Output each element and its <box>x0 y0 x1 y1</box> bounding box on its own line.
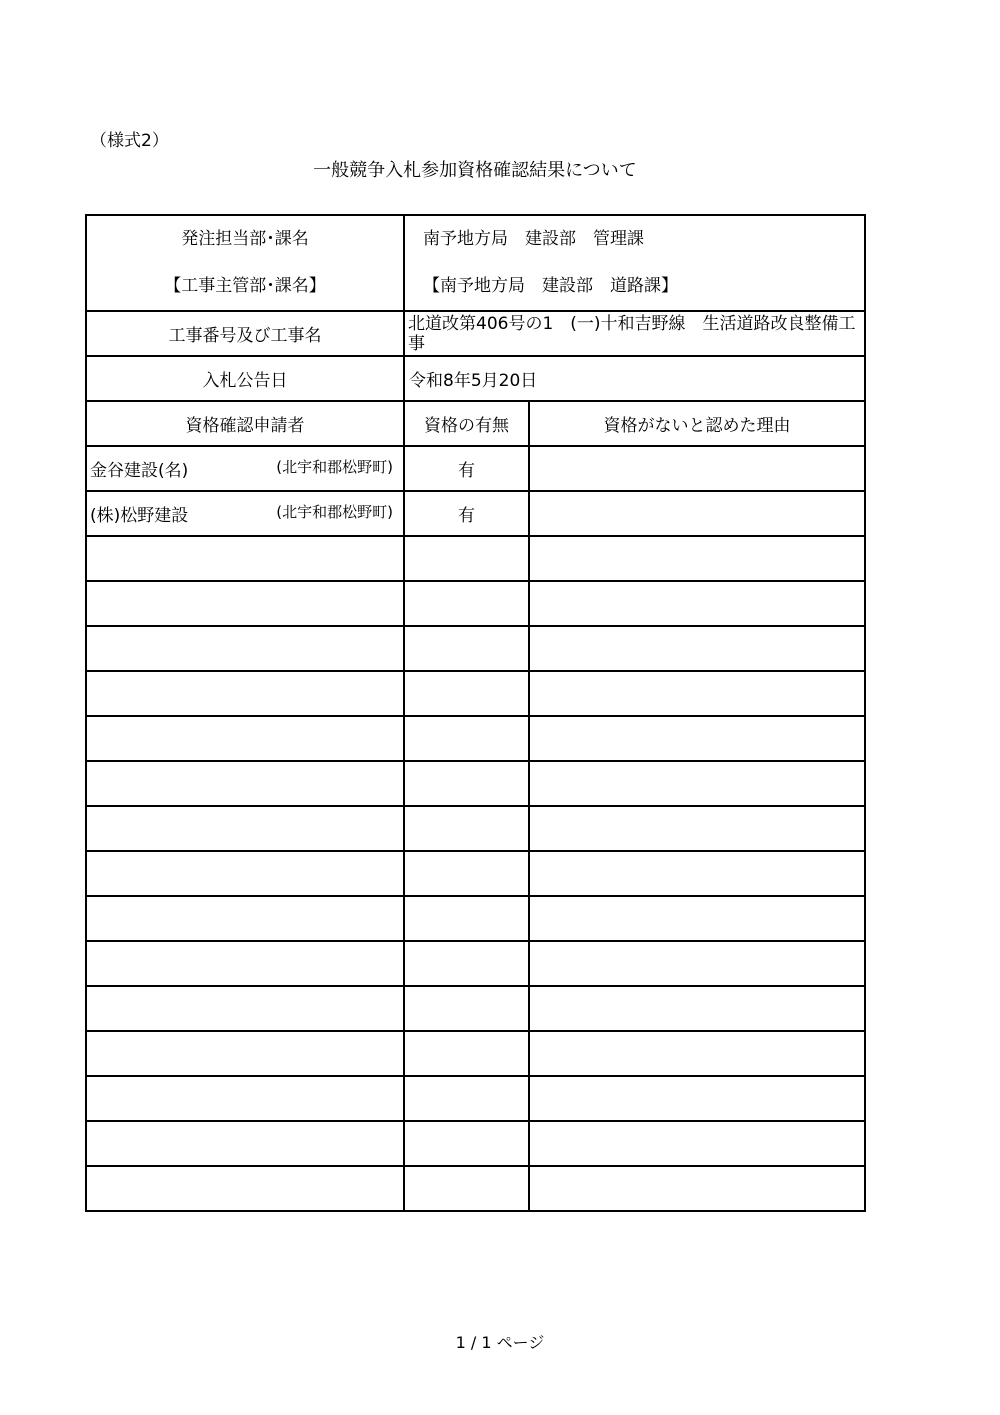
dept-value: 南予地方局 建設部 管理課 <box>423 229 644 249</box>
empty-cell <box>86 716 404 761</box>
empty-cell <box>86 1031 404 1076</box>
dept-value-cell <box>404 215 865 311</box>
empty-cell <box>86 851 404 896</box>
column-header-applicant: 資格確認申請者 <box>86 401 404 446</box>
empty-cell <box>529 806 865 851</box>
empty-cell <box>404 671 529 716</box>
column-header-row <box>86 401 865 446</box>
empty-cell <box>404 851 529 896</box>
empty-cell <box>529 671 865 716</box>
qualification-result-table <box>85 214 866 1212</box>
form-number: （様式2） <box>90 131 169 151</box>
empty-cell <box>529 941 865 986</box>
empty-cell <box>86 806 404 851</box>
page-number: 1 / 1 ページ <box>455 1333 545 1352</box>
empty-cell <box>404 986 529 1031</box>
empty-cell <box>404 716 529 761</box>
work-value: 北道改第406号の1 (一)十和吉野線 生活道路改良整備工事 <box>404 311 865 356</box>
dept-label-cell <box>86 215 404 311</box>
empty-row <box>86 986 865 1031</box>
empty-cell <box>404 536 529 581</box>
empty-cell <box>86 986 404 1031</box>
applicant-name: (株)松野建設 <box>90 506 189 526</box>
empty-row <box>86 761 865 806</box>
date-value: 令和8年5月20日 <box>404 356 865 401</box>
empty-cell <box>404 1031 529 1076</box>
empty-cell <box>529 1031 865 1076</box>
empty-cell <box>86 1076 404 1121</box>
document-title: 一般競争入札参加資格確認結果について <box>313 160 637 181</box>
empty-cell <box>529 1121 865 1166</box>
applicant-name: 金谷建設(名) <box>90 461 189 481</box>
empty-row <box>86 1166 865 1211</box>
sub-dept-label: 【工事主管部･課名】 <box>164 276 326 296</box>
empty-row <box>86 851 865 896</box>
empty-row <box>86 671 865 716</box>
empty-cell <box>529 1166 865 1211</box>
empty-cell <box>86 671 404 716</box>
empty-cell <box>529 896 865 941</box>
reason-cell <box>529 491 865 536</box>
applicant-cell <box>86 446 404 491</box>
empty-cell <box>529 761 865 806</box>
empty-cell <box>404 761 529 806</box>
empty-cell <box>529 1076 865 1121</box>
empty-cell <box>404 1166 529 1211</box>
dept-label: 発注担当部･課名 <box>181 229 309 249</box>
empty-cell <box>86 761 404 806</box>
reason-cell <box>529 446 865 491</box>
empty-cell <box>404 896 529 941</box>
date-row <box>86 356 865 401</box>
date-label: 入札公告日 <box>86 356 404 401</box>
empty-row <box>86 581 865 626</box>
column-header-qualified: 資格の有無 <box>404 401 529 446</box>
applicant-location: (北宇和郡松野町) <box>276 458 393 476</box>
empty-cell <box>86 626 404 671</box>
applicant-cell <box>86 491 404 536</box>
empty-cell <box>404 1121 529 1166</box>
empty-cell <box>404 806 529 851</box>
empty-cell <box>529 986 865 1031</box>
empty-cell <box>529 716 865 761</box>
empty-row <box>86 626 865 671</box>
empty-row <box>86 1031 865 1076</box>
empty-row <box>86 536 865 581</box>
qualified-cell: 有 <box>404 446 529 491</box>
empty-row <box>86 896 865 941</box>
empty-cell <box>86 941 404 986</box>
empty-cell <box>404 581 529 626</box>
empty-row <box>86 1121 865 1166</box>
empty-row <box>86 806 865 851</box>
empty-cell <box>529 581 865 626</box>
empty-cell <box>529 851 865 896</box>
table-row <box>86 446 865 491</box>
applicant-location: (北宇和郡松野町) <box>276 503 393 521</box>
empty-row <box>86 941 865 986</box>
table-row <box>86 491 865 536</box>
empty-cell <box>86 536 404 581</box>
sub-dept-value: 【南予地方局 建設部 道路課】 <box>423 276 678 296</box>
empty-row <box>86 716 865 761</box>
empty-cell <box>404 1076 529 1121</box>
empty-cell <box>86 581 404 626</box>
empty-cell <box>529 626 865 671</box>
empty-cell <box>404 626 529 671</box>
empty-cell <box>86 1121 404 1166</box>
empty-row <box>86 1076 865 1121</box>
work-row <box>86 311 865 356</box>
qualified-cell: 有 <box>404 491 529 536</box>
column-header-reason: 資格がないと認めた理由 <box>529 401 865 446</box>
empty-cell <box>529 536 865 581</box>
empty-cell <box>86 896 404 941</box>
dept-row <box>86 215 865 311</box>
empty-cell <box>86 1166 404 1211</box>
work-label: 工事番号及び工事名 <box>86 311 404 356</box>
empty-cell <box>404 941 529 986</box>
